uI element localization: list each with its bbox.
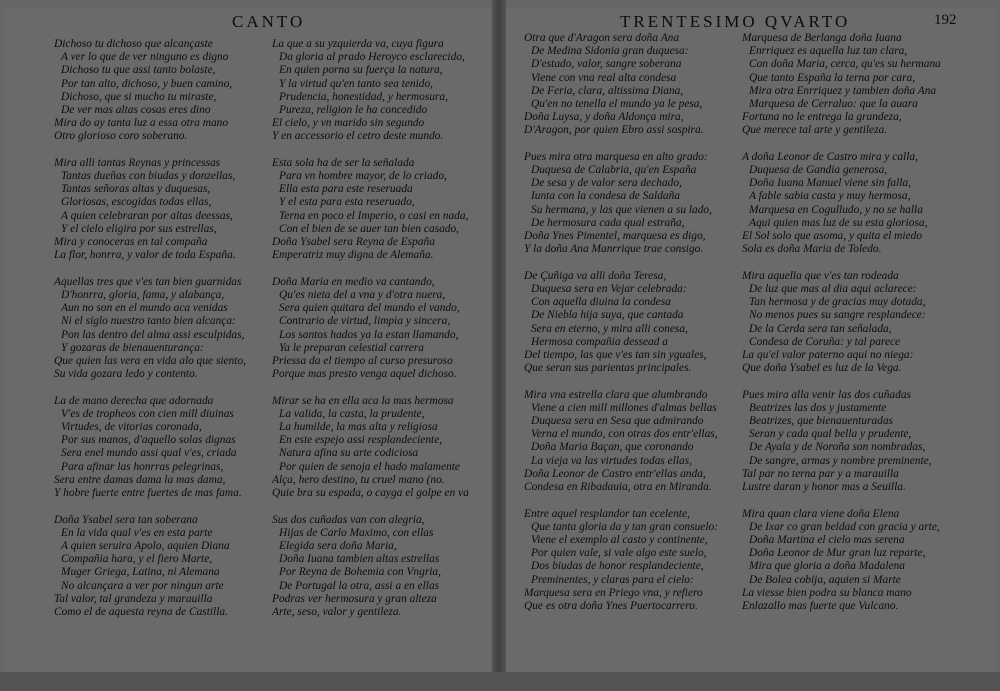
verse-line: Verna el mundo, con otras dos entr'ellas,	[531, 428, 718, 441]
verse-line: Doña Martina el cielo mas serena	[749, 533, 905, 546]
book-gutter	[492, 0, 506, 691]
verse-line: Ella esta para este reseruada	[279, 183, 413, 196]
verse-line: Priessa da el tiempo al curso presuroso	[272, 354, 453, 367]
stanza	[524, 389, 736, 495]
verse-line: Y en accessorio el cetro deste mundo.	[272, 130, 444, 143]
verse-line: Contrario de virtud, limpia y sincera,	[279, 315, 451, 328]
verse-line: Seran y cada qual bella y prudente,	[749, 428, 912, 441]
verse-line: Tal valor, tal grandeza y marauilla	[54, 592, 213, 605]
verse-line: De hermosura cada qual estraña,	[531, 216, 685, 229]
stanza	[54, 38, 266, 144]
verse-line: Mira do ay tanta luz a essa otra mano	[54, 117, 229, 130]
verse-line: Viene el exemplo al casto y continente,	[531, 533, 708, 546]
verse-line: Doña Iuana tambien altas estrellas	[279, 553, 440, 566]
verse-line: No alcançara a ver por ningun arte	[61, 579, 224, 592]
column-3	[524, 32, 736, 626]
verse-line: La qu'el valor paterno aqui no niega:	[742, 348, 914, 361]
verse-line: Su vida gozara ledo y contento.	[54, 368, 198, 381]
verse-line: Aquellas tres que v'es tan bien guarnidas	[54, 275, 242, 288]
verse-line: Y gozaras de bienauenturança:	[61, 341, 204, 354]
verse-line: Entre aquel resplandor tan ecelente,	[524, 507, 690, 520]
verse-line: Quie bra su espada, o cayga el golpe en va	[272, 486, 469, 499]
verse-line: Virtudes, de vitorias coronada,	[61, 421, 202, 434]
verse-line: Con aquella diuina la condesa	[531, 296, 671, 309]
verse-line: Sola es doña Maria de Toledo.	[742, 243, 882, 256]
verse-line: De Çuñiga va alli doña Teresa,	[524, 269, 667, 282]
stanza	[524, 270, 736, 376]
verse-line: Lustre daran y honor mas a Seuilla.	[742, 480, 906, 493]
stanza	[742, 508, 982, 614]
verse-line: Qu'en no tenella el mundo ya le pesa,	[531, 97, 703, 110]
verse-line: De Ayala y de Noroña son nombradas,	[749, 441, 926, 454]
column-1	[54, 38, 266, 632]
verse-line: Por quien vale, si vale algo este suelo,	[531, 547, 707, 560]
verse-line: Gloriosas, escogidas todas ellas,	[61, 196, 212, 209]
verse-line: De Portugal la otra, assi a en ellas	[279, 579, 440, 592]
verse-line: Mira que gloria a doña Madalena	[749, 560, 905, 573]
verse-line: Sus dos cuñadas van con alegria,	[272, 513, 425, 526]
stanza	[272, 38, 490, 144]
verse-line: Beatrizes, que bienauenturadas	[749, 415, 893, 428]
verse-line: Con doña Maria, cerca, qu'es su hermana	[749, 58, 941, 71]
verse-line: La flor, honrra, y valor de toda España.	[54, 249, 236, 262]
verse-line: Mira quan clara viene doña Elena	[742, 507, 900, 520]
verse-line: Mira vna estrella clara que alumbrando	[524, 388, 708, 401]
verse-line: Pureza, religion le ha concedido	[279, 103, 428, 116]
verse-line: V'es de tropheos con cien mill diuinas	[61, 407, 234, 420]
verse-line: Que tanto España la terna por cara,	[749, 71, 916, 84]
verse-line: En quien porna su fuerça la natura,	[279, 64, 443, 77]
verse-line: Mira alli tantas Reynas y princessas	[54, 156, 221, 169]
verse-line: Pues mira alla venir las dos cuñadas	[742, 388, 911, 401]
page-number: 192	[934, 12, 957, 28]
verse-line: Y el cielo eligira por sus estrellas,	[61, 222, 217, 235]
verse-line: Tantas dueñas con biudas y donzellas,	[61, 170, 236, 183]
verse-line: Porque mas presto venga aquel dichoso.	[272, 368, 457, 381]
verse-line: Doña Maria Baçan, que coronando	[531, 441, 694, 454]
verse-line: A fable sabia casta y muy hermosa,	[749, 190, 911, 203]
verse-line: En este espejo assi resplandeciente,	[279, 434, 443, 447]
verse-line: Que es otra doña Ynes Puertocarrero.	[524, 599, 698, 612]
verse-line: Aqui quien mas luz de su esta gloriosa,	[749, 216, 928, 229]
verse-line: Doña Leonor de Castro entr'ellas anda,	[524, 467, 706, 480]
stanza	[524, 151, 736, 257]
verse-line: Que seran sus parientas principales.	[524, 362, 692, 375]
verse-line: Tan hermosa y de gracias muy dotada,	[749, 296, 926, 309]
verse-line: Y hobre fuerte entre fuertes de mas fama.	[54, 486, 242, 499]
verse-line: Sera quien quitara del mundo el vando,	[279, 302, 460, 315]
verse-line: De Niebla hija suya, que cantada	[531, 309, 684, 322]
verse-line: Elegida sera doña Maria,	[279, 539, 397, 552]
verse-line: Duquesa sera en Sesa que admirando	[531, 415, 704, 428]
verse-line: Del tiempo, las que v'es tan sin yguales,	[524, 348, 707, 361]
verse-line: Viene con vna real alta condesa	[531, 71, 677, 84]
verse-line: Doña Ynes Pimentel, marquesa es digo,	[524, 230, 706, 243]
verse-line: De Bolea cobija, aquien si Marte	[749, 573, 901, 586]
verse-line: A ver lo que de ver ninguno es digno	[61, 51, 229, 64]
verse-line: Por Reyna de Bohemia con Vngria,	[279, 566, 441, 579]
verse-line: Que quien las vera en vida alo que siento,	[54, 354, 247, 367]
verse-line: Condesa en Ribadauia, otra en Miranda.	[524, 480, 712, 493]
verse-line: Con el bien de se auer tan bien casado,	[279, 222, 460, 235]
verse-line: Pon las dentro del alma assi esculpidas,	[61, 328, 245, 341]
verse-line: Como el de aquesta reyna de Castilla.	[54, 605, 228, 618]
verse-line: Dichoso tu dichoso que alcançaste	[54, 38, 213, 50]
verse-line: La viesse bien podra su blanca mano	[742, 586, 912, 599]
verse-line: Mira otra Enrriquez y tambien doña Ana	[749, 84, 937, 97]
verse-line: No menos pues su sangre resplandece:	[749, 309, 926, 322]
verse-line: Qu'es nieta del a vna y d'otra nuera,	[279, 288, 446, 301]
verse-line: Por tan alto, dichoso, y buen camino,	[61, 77, 233, 90]
verse-line: Ya le preparan celestial carrera	[279, 341, 424, 354]
column-2	[272, 38, 490, 632]
verse-line: De Medina Sidonia gran duquesa:	[531, 45, 689, 58]
verse-line: Mirar se ha en ella aca la mas hermosa	[272, 394, 454, 407]
verse-line: Tantas señoras altas y duquesas,	[61, 183, 211, 196]
verse-line: Doña Ysabel sera tan soberana	[54, 513, 198, 526]
stanza	[742, 270, 982, 376]
verse-line: Doña Leonor de Mur gran luz reparte,	[749, 547, 926, 560]
verse-line: Emperatriz muy digna de Alemaña.	[272, 249, 434, 262]
stanza	[742, 389, 982, 495]
verse-line: Tal par no terna par y a marauilla	[742, 467, 899, 480]
verse-line: Preminentes, y claras para el cielo:	[531, 573, 694, 586]
verse-line: De Ixar co gran beldad con gracia y arte,	[749, 520, 940, 533]
page-bottom-edge	[0, 672, 1000, 691]
verse-line: Y la virtud qu'en tanto sea tenido,	[279, 77, 433, 90]
verse-line: Iunta con la condesa de Saldaña	[531, 190, 681, 203]
verse-line: La valida, la casta, la prudente,	[279, 407, 425, 420]
verse-line: Mira aquella que v'es tan rodeada	[742, 269, 899, 282]
verse-line: Esta sola ha de ser la señalada	[272, 156, 415, 169]
verse-line: El cielo, y vn marido sin segundo	[272, 117, 425, 130]
verse-line: Aun no son en el mundo aca venidas	[61, 302, 228, 315]
verse-line: A quien seruira Apolo, aquien Diana	[61, 539, 230, 552]
verse-line: Sera enel mundo assi qual v'es, criada	[61, 447, 237, 460]
verse-line: Enlazallo mas fuerte que Vulcano.	[742, 599, 899, 612]
verse-line: Su hermana, y las que vienen a su lado,	[531, 203, 712, 216]
verse-line: Sera en eterno, y mira alli conesa,	[531, 322, 688, 335]
verse-line: Otra que d'Aragon sera doña Ana	[524, 32, 680, 44]
verse-line: De ver mas altas cosas eres dino	[61, 103, 211, 116]
verse-line: Muger Griega, Latina, ni Alemana	[61, 566, 220, 579]
verse-line: Sera entre damas dama la mas dama,	[54, 473, 226, 486]
verse-line: A quien celebraran por altas deessas,	[61, 209, 233, 222]
verse-line: Duquesa de Calabria, qu'en España	[531, 164, 697, 177]
verse-line: Dos biudas de honor resplandeciente,	[531, 560, 704, 573]
verse-line: Enrriquez es aquella luz tan clara,	[749, 45, 908, 58]
stanza	[54, 276, 266, 382]
verse-line: Para vn hombre mayor, de lo criado,	[279, 170, 447, 183]
verse-line: Viene a cien mill millones d'almas bellas	[531, 401, 717, 414]
column-4	[742, 32, 982, 626]
verse-line: El Sol solo que asoma, y quita el miedo	[742, 230, 923, 243]
verse-line: Que merece tal arte y gentileza.	[742, 124, 888, 137]
verse-line: Duquesa sera en Vejar celebrada:	[531, 282, 687, 295]
verse-line: Marquesa de Cerraluo: que la auara	[749, 97, 918, 110]
verse-line: Alça, hero destino, tu cruel mano (no.	[272, 473, 445, 486]
verse-line: De sangre, armas y nombre preminente,	[749, 454, 932, 467]
stanza	[742, 151, 982, 257]
verse-line: Marquesa en Cogulludo, y no se halla	[749, 203, 923, 216]
verse-line: Por quien de senoja el hado malamente	[279, 460, 460, 473]
verse-line: Por sus manos, d'aquello solas dignas	[61, 434, 236, 447]
verse-line: Compañia hara, y el fiero Marte,	[61, 553, 213, 566]
verse-line: Beatrizes las dos y justamente	[749, 401, 887, 414]
verse-line: Marquesa de Berlanga doña Iuana	[742, 32, 902, 44]
verse-line: De luz que mas al dia aqui aclarece:	[749, 282, 917, 295]
verse-line: Dichoso, que si mucho tu miraste,	[61, 90, 217, 103]
verse-line: Que doña Ysabel es luz de la Vega.	[742, 362, 902, 375]
verse-line: Natura afina su arte codiciosa	[279, 447, 419, 460]
verse-line: Mira y conoceras en tal compaña	[54, 236, 208, 249]
verse-line: Marquesa sera en Priego vna, y refiero	[524, 586, 703, 599]
verse-line: Doña Maria en medio va cantando,	[272, 275, 435, 288]
verse-line: Duquesa de Gandia generosa,	[749, 164, 888, 177]
verse-line: La de mano derecha que adornada	[54, 394, 214, 407]
verse-line: La vieja va las virtudes todas ellas,	[531, 454, 693, 467]
stanza	[524, 32, 736, 138]
verse-line: Para afinar las honrras pelegrinas,	[61, 460, 224, 473]
verse-line: Ni el siglo nuestro tanto bien alcança:	[61, 315, 236, 328]
verse-line: Doña Ysabel sera Reyna de España	[272, 236, 435, 249]
stanza	[54, 157, 266, 263]
verse-line: Da gloria al prado Heroyco esclarecido,	[279, 51, 465, 64]
verse-line: Condesa de Coruña: y tal parece	[749, 335, 901, 348]
verse-line: En la vida qual v'es en esta parte	[61, 526, 213, 539]
verse-line: Terna en poco el Imperio, o casi en nada,	[279, 209, 469, 222]
verse-line: Arte, seso, valor y gentileza.	[272, 605, 402, 618]
verse-line: La humilde, la mas alta y religiosa	[279, 421, 438, 434]
verse-line: Y el esta para esta reseruado,	[279, 196, 415, 209]
stanza	[742, 32, 982, 138]
verse-line: Los santos hados ya la estan llamando,	[279, 328, 459, 341]
stanza	[524, 508, 736, 614]
verse-line: Prudencia, honestidad, y hermosura,	[279, 90, 448, 103]
verse-line: Podras ver hermosura y gran alteza	[272, 592, 437, 605]
stanza	[272, 514, 490, 620]
verse-line: Y la doña Ana Manrrique trae consigo.	[524, 243, 704, 256]
verse-line: Hijas de Carlo Maximo, con ellas	[279, 526, 434, 539]
verse-line: La que a su yzquierda va, cuya figura	[272, 38, 444, 50]
verse-line: De Feria, clara, altissima Diana,	[531, 84, 684, 97]
verse-line: Pues mira otra marquesa en alto grado:	[524, 150, 708, 163]
verse-line: D'estado, valor, sangre soberana	[531, 58, 682, 71]
verse-line: De sesa y de valor sera dechado,	[531, 177, 682, 190]
verse-line: A doña Leonor de Castro mira y calla,	[742, 150, 918, 163]
verse-line: Fortuna no le entrega la grandeza,	[742, 111, 902, 124]
verse-line: Hermosa compañia dessead a	[531, 335, 668, 348]
stanza	[272, 395, 490, 501]
stanza	[272, 157, 490, 263]
header-left: CANTO	[232, 12, 306, 31]
stanza	[54, 395, 266, 501]
verse-line: Dichoso tu que assi tanto bolaste,	[61, 64, 216, 77]
verse-line: De la Cerda sera tan señalada,	[749, 322, 892, 335]
header-right: TRENTESIMO QVARTO	[620, 12, 851, 31]
verse-line: D'Aragon, por quien Ebro assi sospira.	[524, 124, 704, 137]
stanza	[272, 276, 490, 382]
verse-line: D'honrra, gloria, fama, y alabança,	[61, 288, 225, 301]
stanza	[54, 514, 266, 620]
verse-line: Otro glorioso coro soberano.	[54, 130, 188, 143]
verse-line: Doña Luysa, y doña Aldonça mira,	[524, 111, 684, 124]
verse-line: Que tanta gloria da y tan gran consuelo:	[531, 520, 718, 533]
verse-line: Doña Iuana Manuel viene sin falla,	[749, 177, 911, 190]
